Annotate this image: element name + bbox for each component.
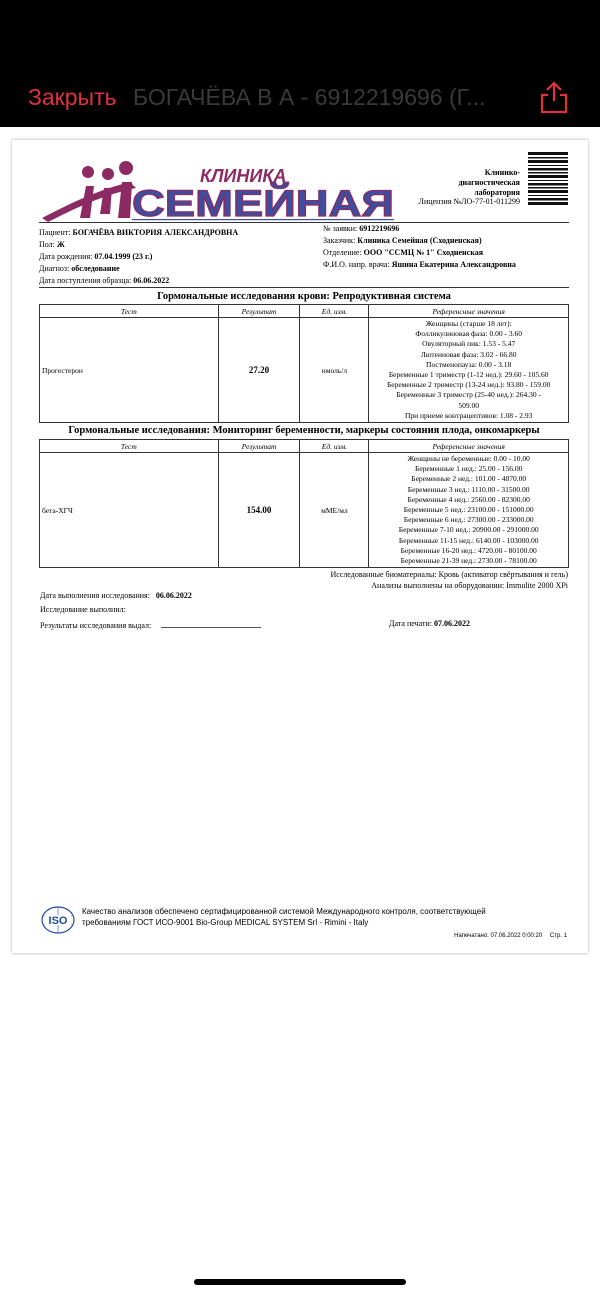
section-title-reproductive: Гормональные исследования крови: Репродуктивная система — [157, 291, 451, 302]
sample-received-date: 06.06.2022 — [133, 276, 170, 285]
patient-diagnosis: обследование — [71, 264, 120, 273]
col-ref: Референсные значения — [369, 305, 569, 318]
test-unit: нмоль/л — [300, 318, 369, 423]
signature-line — [161, 619, 261, 628]
table-header-row — [40, 305, 569, 318]
order-department: ООО "ССМЦ № 1" Сходненская — [363, 248, 484, 257]
exec-date: Дата выполнения исследования: 06.06.2022 — [40, 591, 192, 600]
patient-name: БОГАЧЁВА ВИКТОРИЯ АЛЕКСАНДРОВНА — [72, 228, 239, 237]
col-ref: Референсные значения — [369, 440, 569, 453]
table-row — [40, 453, 569, 568]
home-indicator[interactable] — [194, 1279, 406, 1285]
col-test: Тест — [40, 440, 219, 453]
results-table-reproductive — [39, 304, 569, 423]
lab-report-page — [12, 140, 588, 953]
document-title: БОГАЧЁВА В А - 6912219696 (Г... — [133, 84, 486, 110]
quality-statement: Качество анализов обеспечено сертифицированной системой Международного контроля, соответствующей требованиям ГОСТ ИСО-9001 Bio-Group MEDICAL SYSTEM Srl - Rimini - Italy — [82, 907, 486, 927]
iso-logo — [41, 906, 75, 934]
close-button[interactable]: Закрыть — [28, 84, 117, 110]
patient-info: Пациент: БОГАЧЁВА ВИКТОРИЯ АЛЕКСАНДРОВНА Пол: Ж Дата рождения: 07.04.1999 (23 г.) Диагноз: обследование Дата поступления образца: 06.06.2022 — [39, 228, 239, 285]
print-date: Дата печати: 07.06.2022 — [389, 619, 470, 628]
order-number: 6912219696 — [359, 224, 400, 233]
table-header-row — [40, 440, 569, 453]
col-unit: Ед. изм. — [300, 305, 369, 318]
lab-name: Клинико- диагностическая лаборатория — [458, 168, 520, 197]
license-number: Лицензия №ЛО-77-01-011299 — [418, 197, 520, 206]
col-result: Результат — [218, 440, 300, 453]
clinic-logo — [40, 152, 400, 224]
equipment-note: Анализы выполнены на оборудовании: Immulite 2000 XPi — [371, 581, 568, 590]
table-row — [40, 318, 569, 423]
viewer-toolbar — [0, 0, 600, 127]
section-title-pregnancy: Гормональные исследования: Мониторинг беременности, маркеры состояния плода, онкомаркеры — [68, 425, 540, 436]
col-result: Результат — [218, 305, 300, 318]
col-unit: Ед. изм. — [300, 440, 369, 453]
performed-by: Исследование выполнил: — [40, 605, 126, 614]
test-result: 27.20 — [218, 318, 300, 423]
logo-top-text: КЛИНИКА — [200, 166, 287, 186]
barcode — [528, 152, 568, 206]
info-divider — [39, 287, 569, 288]
test-result: 154.00 — [218, 453, 300, 568]
order-info: № заявки: 6912219696 Заказчик: Клиника Семейная (Сходненская) Отделение: ООО "ССМЦ № 1" Сходненская Ф.И.О. напр. врача: Яшина Екатерина Александровна — [323, 224, 516, 269]
family-figures-icon — [42, 161, 136, 222]
analysis-notes — [212, 569, 568, 591]
reference-values: Женщины не беременные: 0.00 - 10.00 Беременные 1 нед.: 25.00 - 156.00 Беременные 2 нед.: 101.00 - 4870.00 Беременные 3 нед.: 1110.00 - 31500.00 Беременные 4 нед.: 2560.00 - 82300.00 Беременные 5 нед.: 23100.00 - 151000.00 Беременные 6 нед.: 27300.00 - 233000.00 Беременные 7-10 нед.: 20900.00 - 291000.00 Беременные 11-15 нед.: 6140.00 - 103000.00 Беременные 16-20 нед.: 4720.00 - 80100.00 Беременные 21-39 нед.: 2730.00 - 78100.00 — [369, 453, 569, 568]
logo-main-text: СЕМЕЙНАЯ — [132, 183, 346, 224]
svg-text:ISO: ISO — [48, 915, 68, 927]
test-name: Прогестерон — [40, 318, 219, 423]
col-test: Тест — [40, 305, 219, 318]
reference-values: Женщины (старше 18 лет): Фолликулиновая фаза: 0.00 - 3.60 Овуляторный пик: 1.53 - 5.47 Лютеиновая фаза: 3.02 - 66.80 Постменопауза: 0.00 - 3.18 Беременные 1 триместр (1-12 нед.): 29.60 - 105.60 Беременные 2 триместр (13-24 нед.): 93.80 - 159.00 Беременные 3 триместр (25-40 нед.): 264.30 - 509.00 При приеме контрацептивов: 1.08 - 2.93 — [369, 318, 569, 423]
order-customer: Клиника Семейная (Сходненская) — [357, 236, 482, 245]
printed-stamp: Напечатано: 07.06.2022 0:00:20 Стр. 1 — [454, 933, 567, 939]
biomaterial-note: Исследованные биоматериалы: Кровь (активатор свёртывания и гель) — [330, 570, 568, 579]
issued-by: Результаты исследования выдал: — [40, 619, 261, 630]
share-icon[interactable] — [538, 80, 570, 114]
referring-doctor: Яшина Екатерина Александровна — [391, 260, 516, 269]
patient-sex: Ж — [56, 240, 65, 249]
results-table-pregnancy — [39, 439, 569, 568]
test-unit: мМЕ/мл — [300, 453, 369, 568]
test-name: бета-ХГЧ — [40, 453, 219, 568]
patient-dob: 07.04.1999 (23 г.) — [94, 252, 153, 261]
